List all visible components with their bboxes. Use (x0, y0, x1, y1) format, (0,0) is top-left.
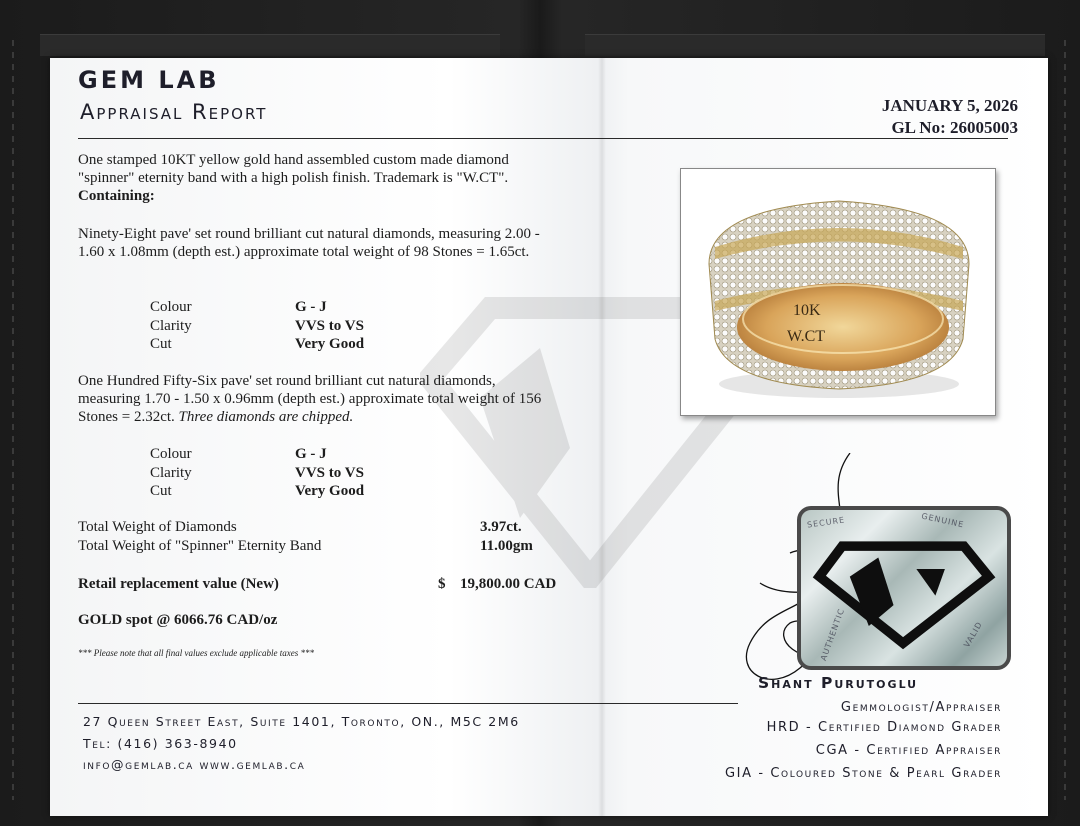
lab-phone: Tel: (416) 363-8940 (83, 736, 238, 751)
appraisal-certificate (50, 58, 1048, 816)
credential-cga: CGA - Certified Appraiser (815, 743, 1002, 758)
hologram-text: AUTHENTIC (818, 607, 847, 662)
total-label: Total Weight of "Spinner" Eternity Band (78, 537, 322, 554)
total-value: 3.97ct. (480, 519, 522, 535)
folder-pocket-left (40, 34, 500, 56)
folder-stitching-left (12, 40, 14, 800)
credential-hrd: HRD - Certified Diamond Grader (766, 720, 1002, 735)
grade-value: Very Good (295, 336, 365, 352)
grade-label: Clarity (150, 464, 192, 481)
total-label: Total Weight of Diamonds (78, 519, 237, 535)
grade-row (150, 298, 364, 317)
grade-value: Very Good (295, 483, 365, 499)
grade-table (150, 298, 364, 354)
engraving-trademark: W.CT (787, 328, 826, 345)
diamond-set-description (78, 372, 558, 426)
appraiser-name: Shant Purutoglu (758, 674, 919, 692)
totals-table (78, 518, 533, 555)
security-hologram (797, 506, 1011, 670)
hologram-text: GENUINE (920, 511, 965, 530)
appraiser-title: Gemmologist/Appraiser (840, 700, 1002, 715)
grade-table (150, 445, 364, 501)
grade-label: Cut (150, 336, 172, 352)
footer-divider (78, 703, 738, 704)
diamond-set-text: Ninety-Eight pave' set round brilliant cut natural diamonds, measuring 2.00 - 1.60 x 1.08mm (depth est.) approximate total weight of 98 Stones = 1.65ct. (78, 226, 540, 260)
retail-amount: 19,800.00 CAD (460, 576, 557, 592)
diamond-condition-note: Three diamonds are chipped. (178, 409, 354, 425)
retail-value-row (78, 576, 556, 593)
total-value: 11.00gm (480, 537, 533, 554)
item-description: One stamped 10KT yellow gold hand assembled custom made diamond "spinner" eternity band with a high polish finish. Trademark is "W.CT". (78, 152, 509, 186)
grade-label: Clarity (150, 317, 192, 334)
header-divider (78, 138, 1008, 139)
tax-disclaimer: *** Please note that all final values exclude applicable taxes *** (78, 648, 314, 658)
grade-row (150, 317, 364, 336)
report-title: Appraisal Report (80, 100, 268, 124)
grade-label: Cut (150, 483, 172, 499)
grade-row (150, 482, 364, 501)
grade-row (150, 335, 364, 354)
grade-row (150, 464, 364, 483)
ring-illustration (681, 169, 996, 416)
grade-value: VVS to VS (295, 464, 364, 481)
total-row (78, 537, 533, 556)
grade-label: Colour (150, 446, 192, 462)
grade-label: Colour (150, 299, 192, 315)
diamond-set-text: One Hundred Fifty-Six pave' set round brilliant cut natural diamonds, measuring 1.70 - 1.50 x 0.96mm (depth est.) approximate total weight of 156 Stones = 2.32ct. (78, 373, 542, 425)
diamond-set-description (78, 225, 558, 261)
grade-row (150, 445, 364, 464)
containing-label: Containing: (78, 188, 155, 204)
grade-value: G - J (295, 299, 327, 315)
retail-label: Retail replacement value (New) (78, 576, 279, 592)
folder-pocket-right (585, 34, 1045, 56)
folder-stitching-right (1064, 40, 1066, 800)
ring-photo (680, 168, 996, 416)
engraving-karat: 10K (793, 302, 821, 319)
grade-value: G - J (295, 446, 327, 462)
total-row (78, 518, 533, 537)
report-date: JANUARY 5, 2026 (881, 96, 1018, 115)
currency-symbol: $ (438, 576, 446, 592)
hologram-text: SECURE (806, 515, 846, 530)
hologram-text: VALID (962, 619, 985, 650)
brand-name: GEM LAB (78, 66, 220, 94)
gold-spot-price: GOLD spot @ 6066.76 CAD/oz (78, 612, 278, 628)
credential-gia: GIA - Coloured Stone & Pearl Grader (724, 766, 1002, 781)
lab-email-website: info@gemlab.ca www.gemlab.ca (83, 757, 306, 772)
lab-address: 27 Queen Street East, Suite 1401, Toronto, ON., M5C 2M6 (83, 714, 520, 729)
gemlab-hologram-logo (801, 510, 1007, 666)
grade-value: VVS to VS (295, 317, 364, 334)
report-number: GL No: 26005003 (891, 118, 1018, 137)
